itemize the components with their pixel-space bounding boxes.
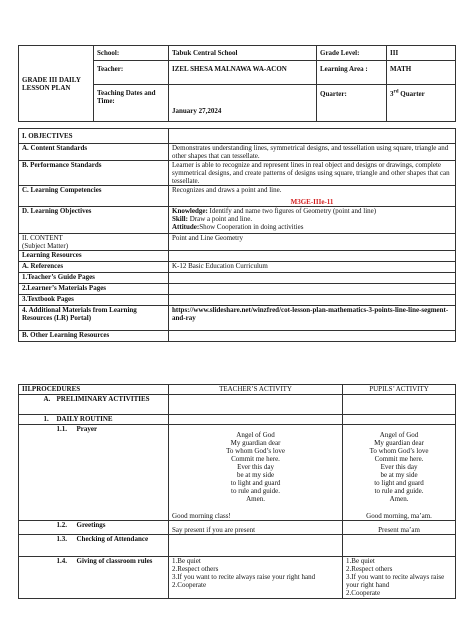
learning-objectives-value <box>169 207 456 234</box>
objectives-title: I. OBJECTIVES <box>19 129 169 144</box>
attendance-indent <box>19 535 54 557</box>
prelim-pupils-blank <box>343 395 456 415</box>
other-resources-label: B. Other Learning Resources <box>19 331 169 342</box>
competency-text: Recognizes and draws a point and line. <box>172 186 282 194</box>
prelim-activities-label: PRELIMINARY ACTIVITIES <box>54 395 169 415</box>
performance-standards-value: Learner is able to recognize and represent lines in real object and designs or drawings, complete symmetrical designs, and create patterns of designs using square, triangle and other shapes that can tessellate. <box>169 161 456 186</box>
dates-value: January 27,2024 <box>169 85 317 122</box>
greetings-number: 1.2. <box>54 521 74 535</box>
skill-value: Draw a point and line. <box>187 215 253 223</box>
row-1-indent <box>19 415 41 425</box>
teacher-present-text: Say present if you are present <box>169 521 343 535</box>
rule-1: 1.Be quiet <box>172 557 201 565</box>
content-subtitle: (Subject Matter) <box>22 242 69 250</box>
routine-number: 1. <box>41 415 54 425</box>
objectives-table <box>18 128 456 342</box>
references-value: K-12 Basic Education Curriculum <box>169 262 456 273</box>
competency-code: M3GE-IIIe-11 <box>290 198 334 206</box>
performance-standards-label: B. Performance Standards <box>19 161 169 186</box>
pupil-rule-3: 3.If you want to recite always raise your right hand <box>346 573 445 589</box>
pupils-rules-cell <box>343 557 456 599</box>
teachers-guide-blank <box>169 273 456 284</box>
teacher-activity-header: TEACHER’S ACTIVITY <box>169 385 343 395</box>
pupils-greeting-text: Good morning, ma’am. <box>366 512 432 520</box>
teacher-prayer-text: Angel of God My guardian dear To whom God’s love Commit me here. Ever this day be at my side to light and guard to rule and guide. Amen. <box>226 431 285 503</box>
greetings-indent <box>19 521 54 535</box>
quarter-label: Quarter: <box>317 85 387 122</box>
daily-routine-label: DAILY ROUTINE <box>54 415 169 425</box>
routine-pupils-blank <box>343 415 456 425</box>
references-label: A. References <box>19 262 169 273</box>
textbook-pages-label: 3.Textbook Pages <box>19 295 169 306</box>
learning-competencies-value <box>169 186 456 207</box>
learning-objectives-label: D. Learning Objectives <box>19 207 169 234</box>
area-value: MATH <box>387 61 456 85</box>
rule-4: 2.Cooperate <box>172 581 207 589</box>
prelim-letter: A. <box>41 395 54 415</box>
content-standards-label: A. Content Standards <box>19 144 169 161</box>
rules-label: Giving of classroom rules <box>74 557 169 599</box>
teacher-value: IZEL SHESA MALNAWA WA-ACON <box>169 61 317 85</box>
other-resources-blank <box>169 331 456 342</box>
prayer-number: 1.1. <box>54 425 74 521</box>
procedures-header: III.PROCEDURES <box>19 385 169 395</box>
row-a-indent <box>19 395 41 415</box>
textbook-pages-blank <box>169 295 456 306</box>
attendance-label: Checking of Attendance <box>74 535 169 557</box>
routine-teacher-blank <box>169 415 343 425</box>
pupils-prayer-cell <box>343 425 456 521</box>
knowledge-value: Identify and name two figures of Geometry (point and line) <box>207 207 377 215</box>
pupil-rule-1: 1.Be quiet <box>346 557 375 565</box>
pupils-present-text: Present ma’am <box>343 521 456 535</box>
quarter-value: 3rd Quarter <box>387 85 456 122</box>
additional-materials-link[interactable]: https://www.slideshare.net/winzfred/cot-lesson-plan-mathematics-3-points-line-line-segment-and-ray <box>169 306 456 331</box>
content-title: II. CONTENT <box>22 234 63 242</box>
content-value: Point and Line Geometry <box>169 234 456 251</box>
teacher-prayer-cell <box>169 425 343 521</box>
prayer-indent <box>19 425 54 521</box>
header-table <box>18 45 456 122</box>
attendance-pupils-blank <box>343 535 456 557</box>
learners-materials-blank <box>169 284 456 295</box>
knowledge-label: Knowledge: <box>172 207 208 215</box>
school-value: Tabuk Central School <box>169 46 317 61</box>
learning-resources-blank <box>169 251 456 262</box>
lesson-plan-title: GRADE III DAILY LESSON PLAN <box>19 46 94 122</box>
prayer-label: Prayer <box>74 425 169 521</box>
attendance-number: 1.3. <box>54 535 74 557</box>
additional-materials-label: 4. Additional Materials from Learning Resources (LR) Portal) <box>19 306 169 331</box>
content-label <box>19 234 169 251</box>
area-label: Learning Area : <box>317 61 387 85</box>
greetings-label: Greetings <box>74 521 169 535</box>
learners-materials-label: 2.Learner’s Materials Pages <box>19 284 169 295</box>
rules-indent <box>19 557 54 599</box>
teacher-greeting-text: Good morning class! <box>172 512 231 520</box>
school-label: School: <box>94 46 169 61</box>
pupil-rule-2: 2.Respect others <box>346 565 393 573</box>
content-standards-value: Demonstrates understanding lines, symmetrical designs, and tessellation using square, triangle and other shapes that can tessellate. <box>169 144 456 161</box>
dates-label: Teaching Dates and Time: <box>94 85 169 122</box>
rules-number: 1.4. <box>54 557 74 599</box>
attendance-teacher-blank <box>169 535 343 557</box>
pupil-rule-4: 2.Cooperate <box>346 589 381 597</box>
prelim-teacher-blank <box>169 395 343 415</box>
pupils-activity-header: PUPILS’ ACTIVITY <box>343 385 456 395</box>
teacher-label: Teacher: <box>94 61 169 85</box>
procedures-table <box>18 384 456 599</box>
learning-resources-label: Learning Resources <box>19 251 169 262</box>
grade-value: III <box>387 46 456 61</box>
rule-2: 2.Respect others <box>172 565 219 573</box>
attitude-value: Show Cooperation in doing activities <box>199 223 304 231</box>
skill-label: Skill: <box>172 215 188 223</box>
pupils-prayer-text: Angel of God My guardian dear To whom God’s love Commit me here. Ever this day be at my side to light and guard to rule and guide. Amen. <box>369 431 429 503</box>
attitude-label: Attitude: <box>172 223 200 231</box>
objectives-title-blank <box>169 129 456 144</box>
learning-competencies-label: C. Learning Competencies <box>19 186 169 207</box>
teachers-guide-label: 1.Teacher’s Guide Pages <box>19 273 169 284</box>
teacher-rules-cell <box>169 557 343 599</box>
rule-3: 3.If you want to recite always raise your right hand <box>172 573 316 581</box>
grade-label: Grade Level: <box>317 46 387 61</box>
